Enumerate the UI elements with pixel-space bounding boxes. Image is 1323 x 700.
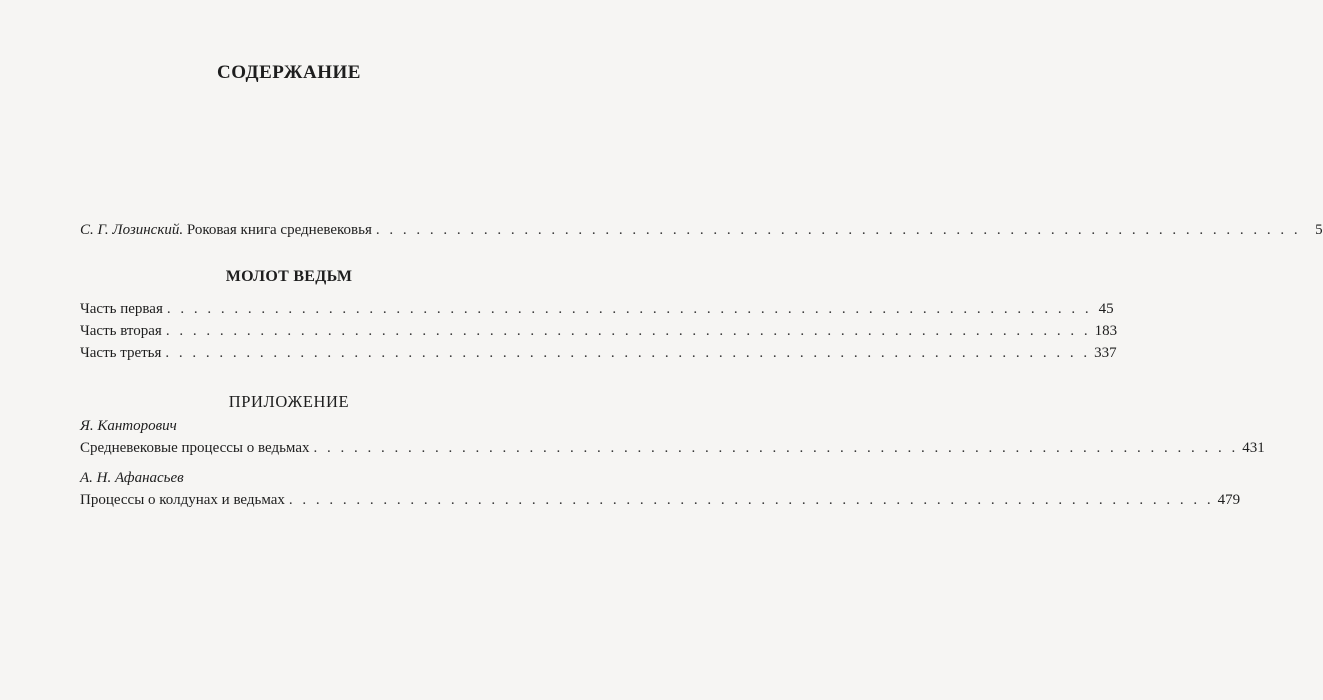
leader-dots: . . . . . . . . . . . . . . . . . . . . . . . . . . . . . . . . . . . . . . . . . . . . . . . . . . . . . . . . . . . . . . . . . . . . . xyxy=(313,440,1239,456)
section-heading-main: МОЛОТ ВЕДЬМ xyxy=(225,268,353,285)
toc-entry-page: 183 xyxy=(1094,323,1118,339)
toc-entry-part-1[interactable] xyxy=(80,299,1114,319)
appendix-author-2: А. Н. Афанасьев xyxy=(80,470,184,486)
toc-entry-appendix-1[interactable] xyxy=(80,438,1265,458)
leader-dots: . . . . . . . . . . . . . . . . . . . . . . . . . . . . . . . . . . . . . . . . . . . . . . . . . . . . . . . . . . . . . . . . . . . . . xyxy=(165,323,1091,339)
leader-dots: . . . . . . . . . . . . . . . . . . . . . . . . . . . . . . . . . . . . . . . . . . . . . . . . . . . . . . . . . . . . . . . . . . . . . xyxy=(165,345,1091,361)
page-title: СОДЕРЖАНИЕ xyxy=(217,62,361,83)
toc-entry-page: 337 xyxy=(1094,345,1117,361)
toc-entry-intro[interactable] xyxy=(80,220,1323,240)
toc-entry-title: Часть первая xyxy=(80,301,163,317)
toc-entry-page: 5 xyxy=(1315,222,1323,238)
leader-dots: . . . . . . . . . . . . . . . . . . . . . . . . . . . . . . . . . . . . . . . . . . . . . . . . . . . . . . . . . . . . . . . . . . . . . xyxy=(375,222,1301,238)
toc-entry-title: Процессы о колдунах и ведьмах xyxy=(80,492,285,508)
toc-entry-page: 45 xyxy=(1098,301,1114,317)
leader-dots: . . . . . . . . . . . . . . . . . . . . . . . . . . . . . . . . . . . . . . . . . . . . . . . . . . . . . . . . . . . . . . . . . . . . . xyxy=(166,301,1092,317)
toc-entry-author: С. Г. Лозинский. xyxy=(80,222,184,238)
leader-dots: . . . . . . . . . . . . . . . . . . . . . . . . . . . . . . . . . . . . . . . . . . . . . . . . . . . . . . . . . . . . . . . . . . . . . xyxy=(288,492,1214,508)
toc-entry-part-2[interactable] xyxy=(80,321,1118,341)
toc-entry-title: Роковая книга средневековья xyxy=(186,222,372,238)
toc-entry-page: 431 xyxy=(1242,440,1265,456)
toc-entry-label xyxy=(80,220,372,240)
appendix-author-1: Я. Канторович xyxy=(80,418,177,434)
toc-entry-title: Часть третья xyxy=(80,345,162,361)
toc-entry-page: 479 xyxy=(1217,492,1241,508)
toc-entry-part-3[interactable] xyxy=(80,343,1117,363)
toc-entry-appendix-2[interactable] xyxy=(80,490,1241,510)
toc-entry-title: Средневековые процессы о ведьмах xyxy=(80,440,310,456)
toc-entry-title: Часть вторая xyxy=(80,323,162,339)
section-heading-appendix: ПРИЛОЖЕНИЕ xyxy=(228,392,350,411)
